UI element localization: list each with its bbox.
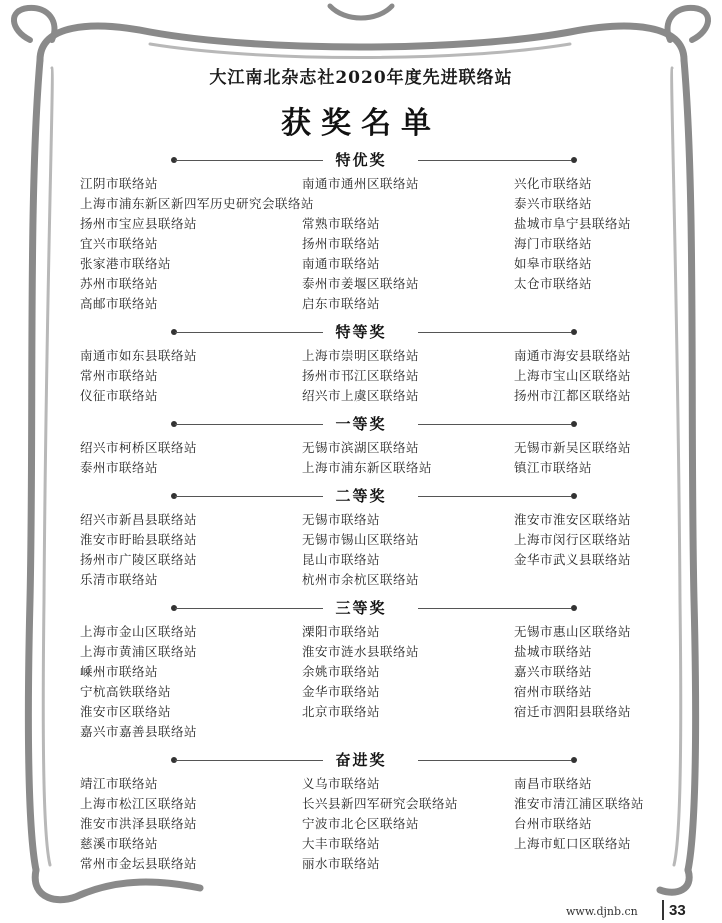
heading-rule-right xyxy=(418,332,571,333)
station-name: 苏州市联络站 xyxy=(80,276,159,291)
list-row xyxy=(0,510,722,530)
station-name: 南昌市联络站 xyxy=(514,776,593,791)
station-name: 嘉兴市嘉善县联络站 xyxy=(80,724,198,739)
list-row xyxy=(0,722,722,742)
list-row xyxy=(0,234,722,254)
station-name: 仪征市联络站 xyxy=(80,388,159,403)
station-name: 南通市海安县联络站 xyxy=(514,348,632,363)
station-name: 扬州市联络站 xyxy=(302,236,381,251)
list-row xyxy=(0,774,722,794)
station-name: 扬州市江都区联络站 xyxy=(514,388,632,403)
station-name: 嵊州市联络站 xyxy=(80,664,159,679)
heading-dot-right xyxy=(571,157,577,163)
station-name: 兴化市联络站 xyxy=(514,176,593,191)
list-row xyxy=(0,570,722,590)
station-name: 宜兴市联络站 xyxy=(80,236,159,251)
station-name: 镇江市联络站 xyxy=(514,460,593,475)
station-name: 江阴市联络站 xyxy=(80,176,159,191)
list-row xyxy=(0,438,722,458)
station-name: 张家港市联络站 xyxy=(80,256,172,271)
station-name: 义乌市联络站 xyxy=(302,776,381,791)
station-name: 盐城市联络站 xyxy=(514,644,593,659)
list-row xyxy=(0,530,722,550)
award-section xyxy=(0,486,722,598)
list-row xyxy=(0,458,722,478)
list-row xyxy=(0,622,722,642)
award-section xyxy=(0,750,722,882)
section-heading xyxy=(0,750,722,770)
list-row xyxy=(0,662,722,682)
station-name: 慈溪市联络站 xyxy=(80,836,159,851)
station-name: 绍兴市上虞区联络站 xyxy=(302,388,420,403)
heading-dot-right xyxy=(571,329,577,335)
station-name: 常熟市联络站 xyxy=(302,216,381,231)
station-name: 扬州市邗江区联络站 xyxy=(302,368,420,383)
station-name: 无锡市新吴区联络站 xyxy=(514,440,632,455)
station-name: 昆山市联络站 xyxy=(302,552,381,567)
station-name: 宿州市联络站 xyxy=(514,684,593,699)
heading-dot-right xyxy=(571,605,577,611)
station-name: 常州市联络站 xyxy=(80,368,159,383)
station-name: 南通市如东县联络站 xyxy=(80,348,198,363)
section-heading xyxy=(0,414,722,434)
station-name: 启东市联络站 xyxy=(302,296,381,311)
station-name: 宁波市北仑区联络站 xyxy=(302,816,420,831)
list-row xyxy=(0,386,722,406)
station-name: 无锡市锡山区联络站 xyxy=(302,532,420,547)
section-title: 特等奖 xyxy=(335,323,387,341)
award-section xyxy=(0,150,722,322)
station-name: 金华市武义县联络站 xyxy=(514,552,632,567)
station-name: 上海市金山区联络站 xyxy=(80,624,198,639)
list-row xyxy=(0,794,722,814)
list-row xyxy=(0,174,722,194)
heading-rule-right xyxy=(418,160,571,161)
station-name: 太仓市联络站 xyxy=(514,276,593,291)
section-title: 二等奖 xyxy=(335,487,387,505)
list-row xyxy=(0,834,722,854)
station-name: 台州市联络站 xyxy=(514,816,593,831)
station-name: 无锡市滨湖区联络站 xyxy=(302,440,420,455)
list-row xyxy=(0,274,722,294)
station-name: 淮安市淮安区联络站 xyxy=(514,512,632,527)
heading-dot-right xyxy=(571,421,577,427)
station-name: 淮安市区联络站 xyxy=(80,704,172,719)
station-name: 绍兴市新昌县联络站 xyxy=(80,512,198,527)
heading-rule-right xyxy=(418,608,571,609)
list-row xyxy=(0,294,722,314)
station-name: 上海市虹口区联络站 xyxy=(514,836,632,851)
station-name: 靖江市联络站 xyxy=(80,776,159,791)
station-name: 溧阳市联络站 xyxy=(302,624,381,639)
list-row xyxy=(0,194,722,214)
station-name: 大丰市联络站 xyxy=(302,836,381,851)
station-name: 宁杭高铁联络站 xyxy=(80,684,172,699)
station-name: 南通市通州区联络站 xyxy=(302,176,420,191)
list-row xyxy=(0,254,722,274)
heading-dot-right xyxy=(571,493,577,499)
station-name: 无锡市惠山区联络站 xyxy=(514,624,632,639)
station-name: 乐清市联络站 xyxy=(80,572,159,587)
heading-rule-right xyxy=(418,424,571,425)
list-row xyxy=(0,550,722,570)
station-name: 常州市金坛县联络站 xyxy=(80,856,198,871)
section-heading xyxy=(0,322,722,342)
section-heading xyxy=(0,598,722,618)
station-name: 金华市联络站 xyxy=(302,684,381,699)
footer-url: www.djnb.cn xyxy=(566,905,638,918)
station-name: 泰州市姜堰区联络站 xyxy=(302,276,420,291)
list-row xyxy=(0,854,722,874)
station-name: 杭州市余杭区联络站 xyxy=(302,572,420,587)
list-row xyxy=(0,366,722,386)
station-name: 上海市闵行区联络站 xyxy=(514,532,632,547)
award-list xyxy=(0,150,722,882)
station-name: 淮安市涟水县联络站 xyxy=(302,644,420,659)
station-name: 绍兴市柯桥区联络站 xyxy=(80,440,198,455)
heading-rule-right xyxy=(418,760,571,761)
station-name: 无锡市联络站 xyxy=(302,512,381,527)
station-name: 泰州市联络站 xyxy=(80,460,159,475)
station-name: 上海市崇明区联络站 xyxy=(302,348,420,363)
station-name: 宿迁市泗阳县联络站 xyxy=(514,704,632,719)
section-title: 特优奖 xyxy=(335,151,387,169)
section-title: 奋进奖 xyxy=(335,751,387,769)
section-heading xyxy=(0,486,722,506)
heading-rule-right xyxy=(418,496,571,497)
station-name: 余姚市联络站 xyxy=(302,664,381,679)
footer-divider xyxy=(662,900,664,920)
page-title: 获奖名单 xyxy=(281,106,441,141)
station-name: 高邮市联络站 xyxy=(80,296,159,311)
list-row xyxy=(0,346,722,366)
page-number: 33 xyxy=(669,902,686,919)
station-name: 扬州市广陵区联络站 xyxy=(80,552,198,567)
station-name: 泰兴市联络站 xyxy=(514,196,593,211)
section-title: 三等奖 xyxy=(335,599,387,617)
list-row xyxy=(0,702,722,722)
station-name: 扬州市宝应县联络站 xyxy=(80,216,198,231)
station-name: 南通市联络站 xyxy=(302,256,381,271)
station-name: 上海市浦东新区新四军历史研究会联络站 xyxy=(80,196,315,211)
station-name: 淮安市清江浦区联络站 xyxy=(514,796,645,811)
award-section xyxy=(0,598,722,750)
station-name: 嘉兴市联络站 xyxy=(514,664,593,679)
page-subtitle: 大江南北杂志社2020年度先进联络站 xyxy=(209,68,513,88)
list-row xyxy=(0,642,722,662)
station-name: 北京市联络站 xyxy=(302,704,381,719)
station-name: 海门市联络站 xyxy=(514,236,593,251)
list-row xyxy=(0,814,722,834)
station-name: 淮安市洪泽县联络站 xyxy=(80,816,198,831)
station-name: 淮安市盱眙县联络站 xyxy=(80,532,198,547)
award-section xyxy=(0,414,722,486)
station-name: 如皋市联络站 xyxy=(514,256,593,271)
section-heading xyxy=(0,150,722,170)
station-name: 盐城市阜宁县联络站 xyxy=(514,216,632,231)
section-title: 一等奖 xyxy=(335,415,387,433)
list-row xyxy=(0,682,722,702)
station-name: 上海市宝山区联络站 xyxy=(514,368,632,383)
station-name: 上海市浦东新区联络站 xyxy=(302,460,433,475)
station-name: 长兴县新四军研究会联络站 xyxy=(302,796,459,811)
station-name: 上海市松江区联络站 xyxy=(80,796,198,811)
list-row xyxy=(0,214,722,234)
station-name: 丽水市联络站 xyxy=(302,856,381,871)
station-name: 上海市黄浦区联络站 xyxy=(80,644,198,659)
heading-dot-right xyxy=(571,757,577,763)
award-section xyxy=(0,322,722,414)
